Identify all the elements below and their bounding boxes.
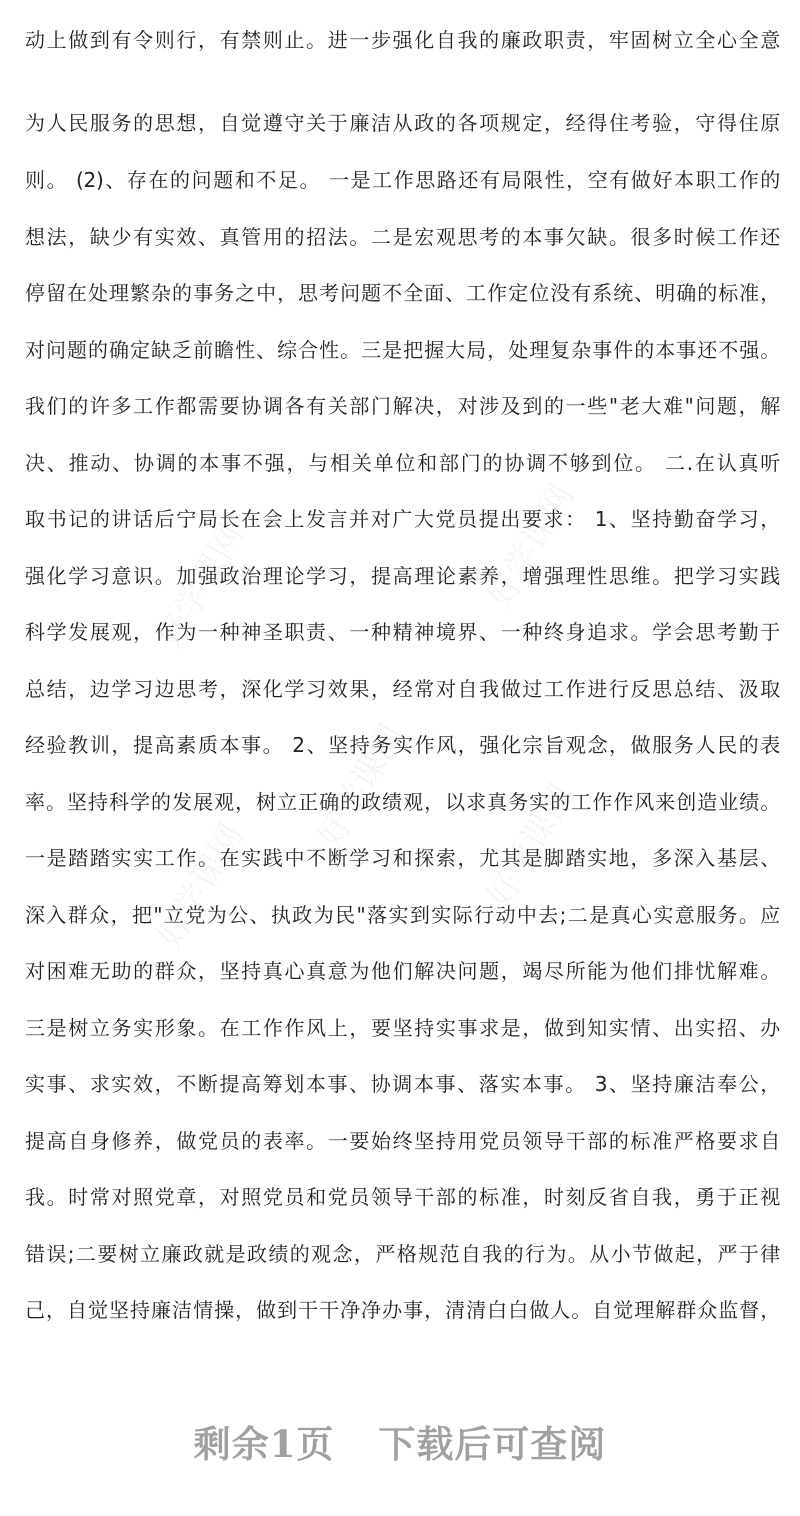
text-line: 停留在处理繁杂的事务之中，思考问题不全面、工作定位没有系统、明确的标准，	[25, 281, 780, 305]
watermark	[143, 813, 253, 955]
text-line: 我。时常对照党章，对照党员和党员领导干部的标准，时刻反省自我，勇于正视	[25, 1185, 780, 1209]
text-line: 错误;二要树立廉政就是政绩的观念，严格规范自我的行为。从小节做起，严于律	[25, 1241, 780, 1266]
text-line: 率。坚持科学的发展观，树立正确的政绩观，以求真务实的工作作风来创造业绩。	[25, 789, 780, 814]
text-line: 总结，边学习边思考，深化学习效果，经常对自我做过工作进行反思总结、汲取	[25, 676, 780, 701]
text-line: 三是树立务实形象。在工作作风上，要坚持实事求是，做到知实情、出实招、办	[25, 1015, 780, 1040]
remaining-pages-label: 剩余1页	[193, 1422, 335, 1466]
download-prompt[interactable]	[0, 1414, 800, 1468]
text-line: 想法，缺少有实效、真管用的招法。二是宏观思考的本事欠缺。很多时候工作还	[25, 224, 780, 249]
text-line: 决、推动、协调的本事不强，与相关单位和部门的协调不够到位。 二.在认真听	[25, 450, 780, 475]
watermark	[473, 473, 583, 615]
text-line: 则。 (2)、存在的问题和不足。 一是工作思路还有局限性，空有做好本职工作的	[25, 168, 780, 192]
text-line: 取书记的讲话后宁局长在会上发言并对广大党员提出要求： 1、坚持勤奋学习，	[25, 507, 780, 531]
text-line: 对困难无助的群众，坚持真心真意为他们解决问题，竭尽所能为他们排忧解难。	[25, 959, 780, 983]
text-line: 深入群众，把"立党为公、执政为民"落实到实际行动中去;二是真心实意服务。应	[25, 902, 780, 927]
text-line: 强化学习意识。加强政治理论学习，提高理论素养，增强理性思维。把学习实践	[25, 563, 780, 588]
download-to-view-label: 下载后可查阅	[378, 1422, 607, 1466]
text-line: 为人民服务的思想，自觉遵守关于廉洁从政的各项规定，经得住考验，守得住原	[25, 111, 780, 135]
text-line: 一是踏踏实实工作。在实践中不断学习和探索，尤其是脚踏实地，多深入基层、	[25, 846, 780, 870]
text-line: 实事、求实效，不断提高筹划本事、协调本事、落实本事。 3、坚持廉洁奉公，	[25, 1072, 780, 1096]
text-line: 经验教训，提高素质本事。 2、坚持务实作风，强化宗旨观念，做服务人民的表	[25, 733, 780, 757]
text-line: 己，自觉坚持廉洁情操，做到干干净净办事，清清白白做人。自觉理解群众监督，	[25, 1298, 780, 1322]
text-line: 对问题的确定缺乏前瞻性、综合性。三是把握大局，处理复杂事件的本事还不强。	[25, 337, 780, 362]
text-line: 动上做到有令则行，有禁则止。进一步强化自我的廉政职责，牢固树立全心全意	[25, 28, 780, 52]
text-line: 我们的许多工作都需要协调各有关部门解决，对涉及到的一些"老大难"问题，解	[25, 394, 780, 418]
text-line: 科学发展观，作为一种神圣职责、一种精神境界、一种终身追求。学会思考勤于	[25, 620, 780, 644]
text-line: 提高自身修养，做党员的表率。一要始终坚持用党员领导干部的标准严格要求自	[25, 1128, 780, 1153]
